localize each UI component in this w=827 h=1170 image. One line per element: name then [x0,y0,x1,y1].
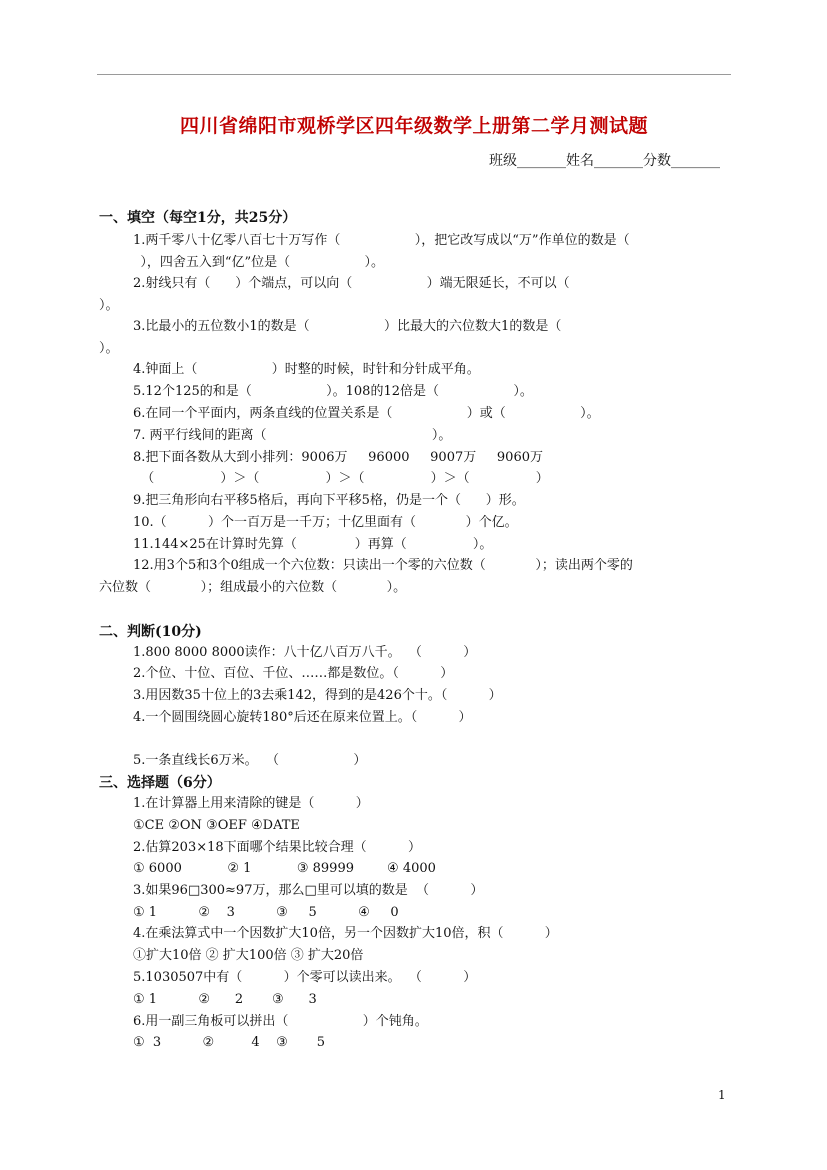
question-line: 5.12个125的和是（ ）。108的12倍是（ ）。 [133,384,533,399]
question-line: 6.用一副三角板可以拼出（ ）个钝角。 [133,1014,428,1029]
question-line: 1.在计算器上用来清除的键是（ ） [133,796,369,811]
question-line: 9.把三角形向右平移5格后，再向下平移5格，仍是一个（ ）形。 [133,493,525,508]
question-line: ）。 [99,298,119,313]
question-line: ），四舍五入到“亿”位是（ ）。 [99,255,384,270]
question-line: 8.把下面各数从大到小排列：9006万 96000 9007万 9060万 [133,450,543,465]
question-line: 6.在同一个平面内，两条直线的位置关系是（ ）或（ ）。 [133,406,600,421]
question-line: 5.一条直线长6万米。 （ ） [133,753,367,768]
question-line: 六位数（ ）；组成最小的六位数（ ）。 [99,580,407,595]
question-line: 10.（ ）个一百万是一千万；十亿里面有（ ）个亿。 [133,515,518,530]
question-line: ① 3 ② 4 ③ 5 [133,1035,326,1050]
page-title: 四川省绵阳市观桥学区四年级数学上册第二学月测试题 [179,115,648,137]
question-line: ①CE ②ON ③OEF ④DATE [133,818,300,833]
page-number: 1 [718,1088,726,1102]
question-line: 4.钟面上（ ）时整的时候，时针和分针成平角。 [133,362,480,377]
question-line: ）。 [99,341,119,356]
section-heading-fill-in: 一、填空（每空1分，共25分） [99,210,297,226]
question-line: ①扩大10倍 ② 扩大100倍 ③ 扩大20倍 [133,948,364,963]
question-line: 2.估算203×18下面哪个结果比较合理（ ） [133,840,421,855]
question-line: 3.如果96□300≈97万，那么□里可以填的数是 （ ） [133,883,484,898]
question-line: 1.两千零八十亿零八百七十万写作（ ），把它改写成以“万”作单位的数是（ [133,233,630,248]
question-line: 3.比最小的五位数小1的数是（ ）比最大的六位数大1的数是（ [133,319,562,334]
question-line: 1.800 8000 8000读作：八十亿八百万八千。 （ ） [133,645,477,660]
question-line: 11.144×25在计算时先算（ ）再算（ ）。 [133,537,493,552]
section-heading-judgement: 二、判断(10分) [99,624,202,640]
question-line: 4.在乘法算式中一个因数扩大10倍，另一个因数扩大10倍，积（ ） [133,926,558,941]
question-line: 5.1030507中有（ ）个零可以读出来。 （ ） [133,970,477,985]
question-line: （ ）＞（ ）＞（ ）＞（ ） [133,471,549,486]
question-line: 2.个位、十位、百位、千位、……都是数位。（ ） [133,666,454,681]
question-line: 7. 两平行线间的距离（ ）。 [133,428,452,443]
question-line: ① 6000 ② 1 ③ 89999 ④ 4000 [133,861,436,876]
question-line: ① 1 ② 2 ③ 3 [133,992,317,1007]
question-line: 2.射线只有（ ）个端点，可以向（ ）端无限延长，不可以（ [133,276,570,291]
question-line: 12.用3个5和3个0组成一个六位数：只读出一个零的六位数（ ）；读出两个零的 [133,558,633,573]
question-line: 4.一个圆围绕圆心旋转180°后还在原来位置上。（ ） [133,710,472,725]
student-info-line: 班级_______姓名_______分数_______ [489,153,720,169]
section-heading-multiple-choice: 三、选择题（6分） [99,775,221,791]
question-line: ① 1 ② 3 ③ 5 ④ 0 [133,905,399,920]
header-rule [97,74,731,75]
question-line: 3.用因数35十位上的3去乘142，得到的是426个十。（ ） [133,688,502,703]
